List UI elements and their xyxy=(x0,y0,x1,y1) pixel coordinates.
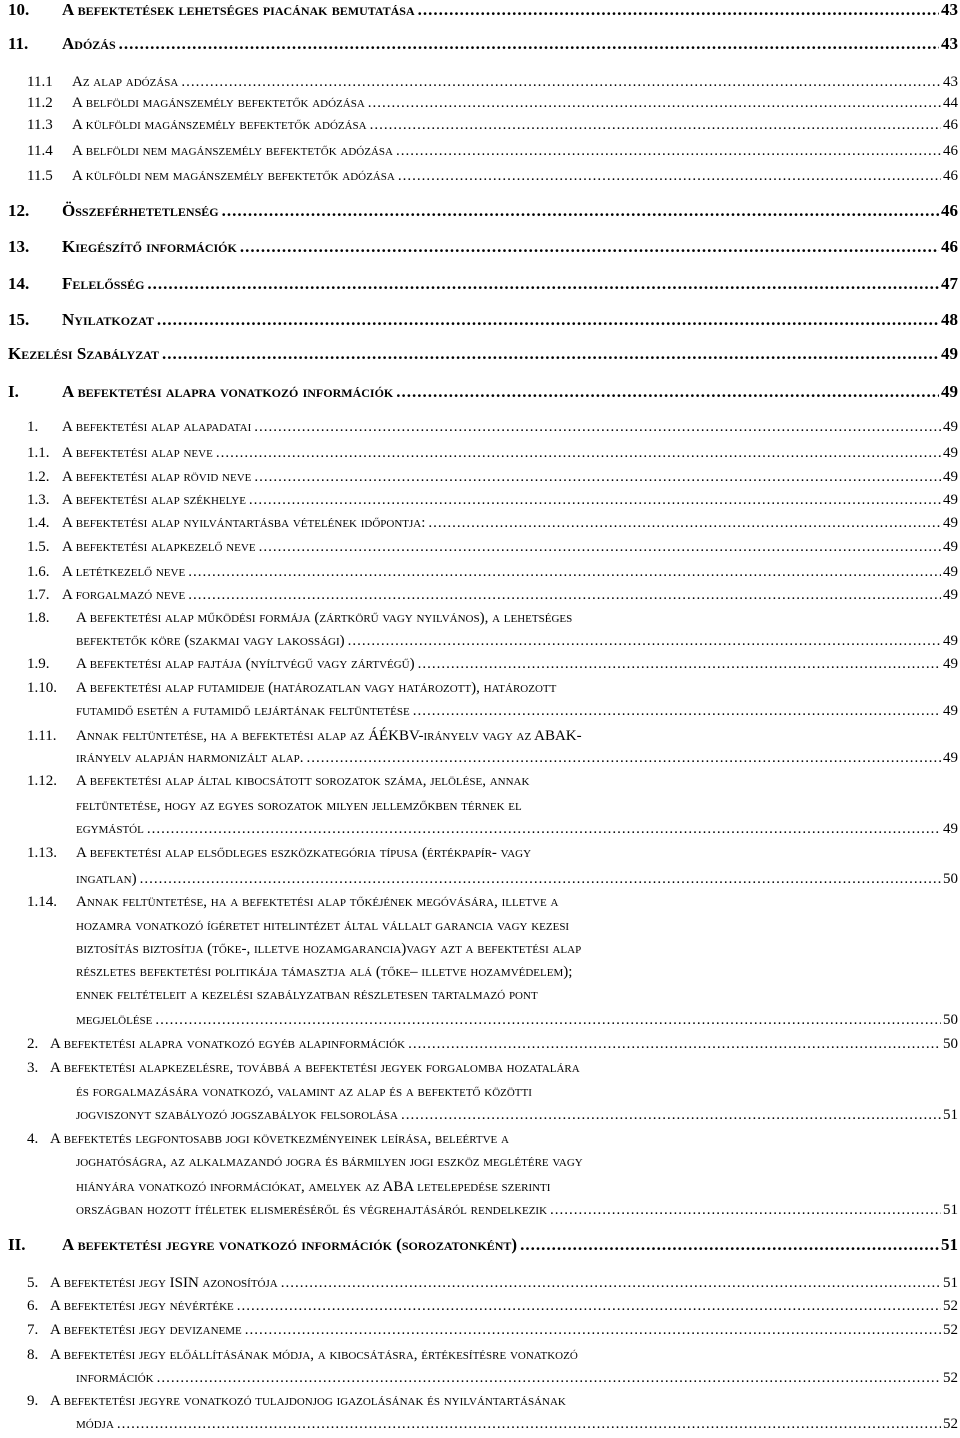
toc-entry-title: ennek feltételeit a kezelési szabályzatban részletesen tartalmazó pont xyxy=(76,987,538,1003)
toc-entry-page-number: 46 xyxy=(943,168,958,184)
toc-entry-number: 3. xyxy=(27,1060,39,1076)
toc-entry[interactable] xyxy=(0,728,960,745)
toc-entry-page-number: 49 xyxy=(941,382,958,401)
toc-entry-title: országban hozott ítéletek elismeréséről és végrehajtásáról rendelkezik xyxy=(76,1202,548,1218)
dot-leader xyxy=(418,0,939,20)
dot-leader xyxy=(162,344,939,364)
toc-entry-page-number: 49 xyxy=(943,750,958,766)
toc-entry-title: biztosítás biztosítja (tőke-, illetve hozamgarancia)vagy azt a befektetési alap xyxy=(76,941,582,957)
dot-leader xyxy=(306,750,941,767)
toc-entry[interactable] xyxy=(0,419,960,436)
toc-entry[interactable] xyxy=(0,310,960,330)
toc-entry[interactable] xyxy=(0,344,960,364)
dot-leader xyxy=(418,656,941,673)
toc-entry-title: A befektetési alap neve xyxy=(62,445,213,461)
dot-leader xyxy=(157,1370,941,1387)
toc-entry-page-number: 49 xyxy=(943,587,958,603)
toc-entry-number: 2. xyxy=(27,1036,39,1052)
dot-leader xyxy=(413,703,941,720)
toc-entry-title: A befektetési alapra vonatkozó egyéb alapinformációk xyxy=(50,1036,406,1052)
toc-entry[interactable] xyxy=(0,1322,960,1339)
toc-entry-number: 13. xyxy=(8,237,30,256)
toc-entry-number: 11.1 xyxy=(27,74,53,90)
toc-entry[interactable] xyxy=(0,1154,960,1171)
toc-entry-number: 8. xyxy=(27,1347,39,1363)
toc-entry-page-number: 47 xyxy=(941,274,958,293)
toc-entry-page-number: 49 xyxy=(943,656,958,672)
toc-entry[interactable] xyxy=(0,587,960,604)
dot-leader xyxy=(259,539,941,556)
toc-entry-title: és forgalmazására vonatkozó, valamint az alap és a befektető közötti xyxy=(76,1084,532,1100)
toc-entry-title: módja xyxy=(76,1416,114,1432)
toc-entry[interactable] xyxy=(0,941,960,958)
toc-entry-title: Nyilatkozat xyxy=(62,310,154,329)
toc-entry[interactable] xyxy=(0,564,960,581)
toc-entry[interactable] xyxy=(0,201,960,221)
toc-entry-title: A befektetési alap rövid neve xyxy=(62,469,252,485)
toc-entry-number: 11. xyxy=(8,34,29,53)
toc-entry-title: A befektetési alap futamideje (határozatlan vagy határozott), határozott xyxy=(76,680,557,696)
toc-entry[interactable] xyxy=(0,539,960,556)
toc-entry-page-number: 49 xyxy=(943,469,958,485)
dot-leader xyxy=(140,871,941,888)
dot-leader xyxy=(249,492,941,509)
toc-entry-title: irányelv alapján harmonizált alap. xyxy=(76,750,304,766)
toc-entry-title: A forgalmazó neve xyxy=(62,587,186,603)
toc-entry-number: 1.11. xyxy=(27,728,57,744)
toc-entry-number: 1.9. xyxy=(27,656,50,672)
toc-entry-page-number: 46 xyxy=(941,201,958,220)
toc-entry[interactable] xyxy=(0,117,960,134)
toc-entry[interactable] xyxy=(0,1012,960,1029)
toc-entry-title: A belföldi nem magánszemély befektetők adózása xyxy=(72,143,393,159)
toc-entry[interactable] xyxy=(0,1416,960,1433)
toc-entry-title: A külföldi magánszemély befektetők adózása xyxy=(72,117,367,133)
dot-leader xyxy=(157,310,939,330)
toc-entry[interactable] xyxy=(0,845,960,862)
dot-leader xyxy=(254,469,941,486)
toc-entry-title: Összeférhetetlenség xyxy=(62,201,219,220)
toc-entry-page-number: 43 xyxy=(941,34,958,53)
toc-entry-number: 1.14. xyxy=(27,894,57,910)
toc-entry[interactable] xyxy=(0,964,960,981)
toc-entry-title: A befektetési alapkezelésre, továbbá a befektetési jegyek forgalomba hozatalára xyxy=(50,1060,580,1076)
toc-entry-title: A belföldi magánszemély befektetők adózása xyxy=(72,95,365,111)
toc-entry[interactable] xyxy=(0,469,960,486)
dot-leader xyxy=(396,143,941,160)
dot-leader xyxy=(254,419,941,436)
toc-entry-number: 1.7. xyxy=(27,587,50,603)
toc-entry[interactable] xyxy=(0,1370,960,1387)
toc-entry-title: részletes befektetési politikája támasztja alá (tőke– illetve hozamvédelem); xyxy=(76,964,573,980)
dot-leader xyxy=(240,237,939,257)
toc-entry-title: jogviszonyt szabályozó jogszabályok felsorolása xyxy=(76,1107,398,1123)
toc-entry-number: 1.8. xyxy=(27,610,50,626)
toc-entry-number: 1.1. xyxy=(27,445,50,461)
toc-entry-page-number: 49 xyxy=(943,633,958,649)
toc-entry-number: 15. xyxy=(8,310,30,329)
toc-entry-page-number: 49 xyxy=(943,419,958,435)
dot-leader xyxy=(188,587,941,604)
toc-entry[interactable] xyxy=(0,1107,960,1124)
toc-entry-title: Kiegészítő információk xyxy=(62,237,237,256)
toc-entry-number: 5. xyxy=(27,1275,39,1291)
dot-leader xyxy=(119,34,939,54)
toc-entry-number: 11.5 xyxy=(27,168,53,184)
toc-entry[interactable] xyxy=(0,1393,960,1410)
toc-entry[interactable] xyxy=(0,773,960,790)
toc-entry-title: Felelősség xyxy=(62,274,145,293)
toc-entry-title: A befektetési jegy névértéke xyxy=(50,1298,234,1314)
toc-entry[interactable] xyxy=(0,95,960,112)
dot-leader xyxy=(401,1107,941,1124)
toc-entry-title: A befektetési jegyre vonatkozó tulajdonjog igazolásának és nyilvántartásának xyxy=(50,1393,566,1409)
toc-entry[interactable] xyxy=(0,821,960,838)
toc-entry-title: A külföldi nem magánszemély befektetők adózása xyxy=(72,168,395,184)
toc-entry-title: A befektetési alapkezelő neve xyxy=(62,539,256,555)
toc-entry[interactable] xyxy=(0,1298,960,1315)
toc-entry[interactable] xyxy=(0,143,960,160)
toc-entry[interactable] xyxy=(0,168,960,185)
toc-entry-number: 11.2 xyxy=(27,95,53,111)
toc-entry-page-number: 52 xyxy=(943,1298,958,1314)
toc-entry[interactable] xyxy=(0,274,960,294)
toc-entry-page-number: 52 xyxy=(943,1370,958,1386)
dot-leader xyxy=(396,382,939,402)
toc-entry-number: 1.10. xyxy=(27,680,57,696)
dot-leader xyxy=(368,95,941,112)
toc-entry[interactable] xyxy=(0,1347,960,1364)
toc-entry-page-number: 50 xyxy=(943,1036,958,1052)
dot-leader xyxy=(428,515,941,532)
toc-entry-title: Az alap adózása xyxy=(72,74,179,90)
toc-entry-title: Kezelési Szabályzat xyxy=(8,344,159,363)
toc-entry-page-number: 44 xyxy=(943,95,958,111)
toc-entry-title: A befektetések lehetséges piacának bemutatása xyxy=(62,0,415,19)
dot-leader xyxy=(348,633,941,650)
toc-entry-title: A befektetési alapra vonatkozó információk xyxy=(62,382,394,401)
toc-entry[interactable] xyxy=(0,918,960,935)
toc-entry[interactable] xyxy=(0,656,960,673)
dot-leader xyxy=(188,564,941,581)
toc-entry-page-number: 50 xyxy=(943,1012,958,1028)
toc-entry[interactable] xyxy=(0,1202,960,1219)
toc-entry-page-number: 51 xyxy=(943,1275,958,1291)
toc-entry[interactable] xyxy=(0,515,960,532)
dot-leader xyxy=(245,1322,941,1339)
toc-entry-title: megjelölése xyxy=(76,1012,153,1028)
toc-entry-page-number: 49 xyxy=(943,564,958,580)
toc-entry-title: A befektetési jegy előállításának módja, a kibocsátásra, értékesítésre vonatkozó xyxy=(50,1347,578,1363)
toc-entry-page-number: 43 xyxy=(941,0,958,19)
toc-entry[interactable] xyxy=(0,1060,960,1077)
toc-entry-number: 12. xyxy=(8,201,30,220)
toc-entry-page-number: 51 xyxy=(943,1202,958,1218)
dot-leader xyxy=(408,1036,941,1053)
toc-entry[interactable] xyxy=(0,610,960,627)
dot-leader xyxy=(181,74,941,91)
dot-leader xyxy=(216,445,941,462)
toc-entry-number: 1.13. xyxy=(27,845,57,861)
toc-entry[interactable] xyxy=(0,750,960,767)
toc-entry-number: 14. xyxy=(8,274,30,293)
toc-entry-page-number: 52 xyxy=(943,1322,958,1338)
toc-entry-number: 1.3. xyxy=(27,492,50,508)
dot-leader xyxy=(222,201,939,221)
toc-entry-number: 11.3 xyxy=(27,117,53,133)
toc-entry-title: A befektetési alap működési formája (zártkörű vagy nyilvános), a lehetséges xyxy=(76,610,573,626)
toc-entry-number: 1.2. xyxy=(27,469,50,485)
toc-entry-page-number: 43 xyxy=(943,74,958,90)
toc-entry[interactable] xyxy=(0,1036,960,1053)
toc-entry[interactable] xyxy=(0,871,960,888)
toc-entry-page-number: 49 xyxy=(941,344,958,363)
toc-entry-title: A befektetési alap fajtája (nyíltvégű vagy zártvégű) xyxy=(76,656,415,672)
toc-entry-number: 1.5. xyxy=(27,539,50,555)
toc-entry-title: Adózás xyxy=(62,34,116,53)
toc-entry-title: A befektetési jegyre vonatkozó információk (sorozatonként) xyxy=(62,1235,518,1254)
toc-entry-title: A befektetési jegy devizaneme xyxy=(50,1322,242,1338)
toc-entry-title: A befektetési jegy ISIN azonosítója xyxy=(50,1275,278,1291)
dot-leader xyxy=(237,1298,941,1315)
toc-entry-title: A befektetési alap nyilvántartásba vételének időpontja: xyxy=(62,515,426,531)
toc-entry[interactable] xyxy=(0,74,960,91)
toc-entry-page-number: 50 xyxy=(943,871,958,887)
toc-entry-number: 1. xyxy=(27,419,39,435)
toc-entry[interactable] xyxy=(0,798,960,815)
toc-entry-title: A letétkezelő neve xyxy=(62,564,186,580)
toc-entry[interactable] xyxy=(0,34,960,54)
toc-entry-page-number: 49 xyxy=(943,703,958,719)
toc-entry-number: II. xyxy=(8,1235,26,1254)
toc-entry-page-number: 51 xyxy=(941,1235,958,1254)
toc-entry-title: A befektetés legfontosabb jogi következményeinek leírása, beleértve a xyxy=(50,1131,509,1147)
toc-entry-title: hozamra vonatkozó ígéretet hitelintézet által vállalt garancia vagy kezesi xyxy=(76,918,570,934)
toc-entry-number: 4. xyxy=(27,1131,39,1147)
toc-entry-page-number: 46 xyxy=(941,237,958,256)
dot-leader xyxy=(520,1235,939,1255)
toc-entry[interactable] xyxy=(0,1275,960,1292)
toc-entry-number: 9. xyxy=(27,1393,39,1409)
toc-entry-title: joghatóságra, az alkalmazandó jogra és bármilyen jogi eszköz meglétére vagy xyxy=(76,1154,583,1170)
toc-entry-title: Annak feltüntetése, ha a befektetési alap tőkéjének megóvására, illetve a xyxy=(76,894,559,910)
toc-entry-number: 1.6. xyxy=(27,564,50,580)
toc-entry-page-number: 49 xyxy=(943,492,958,508)
toc-entry[interactable] xyxy=(0,1235,960,1255)
toc-entry[interactable] xyxy=(0,445,960,462)
toc-entry-title: hiányára vonatkozó információkat, amelyek az ABA letelepedése szerinti xyxy=(76,1179,551,1195)
toc-entry-number: 1.12. xyxy=(27,773,57,789)
toc-entry[interactable] xyxy=(0,1179,960,1196)
toc-entry-page-number: 46 xyxy=(943,117,958,133)
toc-entry-number: 7. xyxy=(27,1322,39,1338)
toc-entry[interactable] xyxy=(0,987,960,1004)
toc-entry-page-number: 49 xyxy=(943,515,958,531)
dot-leader xyxy=(550,1202,941,1219)
toc-entry-page-number: 52 xyxy=(943,1416,958,1432)
toc-entry-number: 11.4 xyxy=(27,143,53,159)
toc-entry-title: feltüntetése, hogy az egyes sorozatok milyen jellemzőkben térnek el xyxy=(76,798,522,814)
toc-entry-number: 1.4. xyxy=(27,515,50,531)
dot-leader xyxy=(147,274,939,294)
toc-entry-title: befektetők köre (szakmai vagy lakossági) xyxy=(76,633,345,649)
toc-entry-title: ingatlan) xyxy=(76,871,137,887)
toc-entry-title: A befektetési alap által kibocsátott sorozatok száma, jelölése, annak xyxy=(76,773,530,789)
toc-entry-page-number: 51 xyxy=(943,1107,958,1123)
toc-entry-page-number: 49 xyxy=(943,445,958,461)
toc-entry[interactable] xyxy=(0,680,960,697)
toc-entry-page-number: 49 xyxy=(943,821,958,837)
toc-entry[interactable] xyxy=(0,382,960,402)
toc-entry[interactable] xyxy=(0,237,960,257)
toc-entry[interactable] xyxy=(0,894,960,911)
toc-entry-title: információk xyxy=(76,1370,154,1386)
toc-entry-title: A befektetési alap elsődleges eszközkategória típusa (értékpapír- vagy xyxy=(76,845,532,861)
toc-entry-title: A befektetési alap alapadatai xyxy=(62,419,252,435)
dot-leader xyxy=(155,1012,941,1029)
toc-entry[interactable] xyxy=(0,492,960,509)
toc-entry-page-number: 49 xyxy=(943,539,958,555)
toc-entry-page-number: 46 xyxy=(943,143,958,159)
toc-entry-title: futamidő esetén a futamidő lejártának feltüntetése xyxy=(76,703,410,719)
toc-entry[interactable] xyxy=(0,633,960,650)
toc-entry[interactable] xyxy=(0,703,960,720)
dot-leader xyxy=(281,1275,941,1292)
dot-leader xyxy=(398,168,941,185)
dot-leader xyxy=(117,1416,941,1433)
toc-entry-title: egymástól xyxy=(76,821,144,837)
toc-entry-number: I. xyxy=(8,382,19,401)
toc-entry-number: 10. xyxy=(8,0,30,19)
toc-entry[interactable] xyxy=(0,1131,960,1148)
toc-entry[interactable] xyxy=(0,0,960,20)
dot-leader xyxy=(147,821,941,838)
toc-entry-title: A befektetési alap székhelye xyxy=(62,492,246,508)
toc-entry[interactable] xyxy=(0,1084,960,1101)
toc-entry-page-number: 48 xyxy=(941,310,958,329)
toc-entry-number: 6. xyxy=(27,1298,39,1314)
toc-entry-title: Annak feltüntetése, ha a befektetési alap az ÁÉKBV-irányelv vagy az ABAK- xyxy=(76,728,582,744)
dot-leader xyxy=(370,117,941,134)
